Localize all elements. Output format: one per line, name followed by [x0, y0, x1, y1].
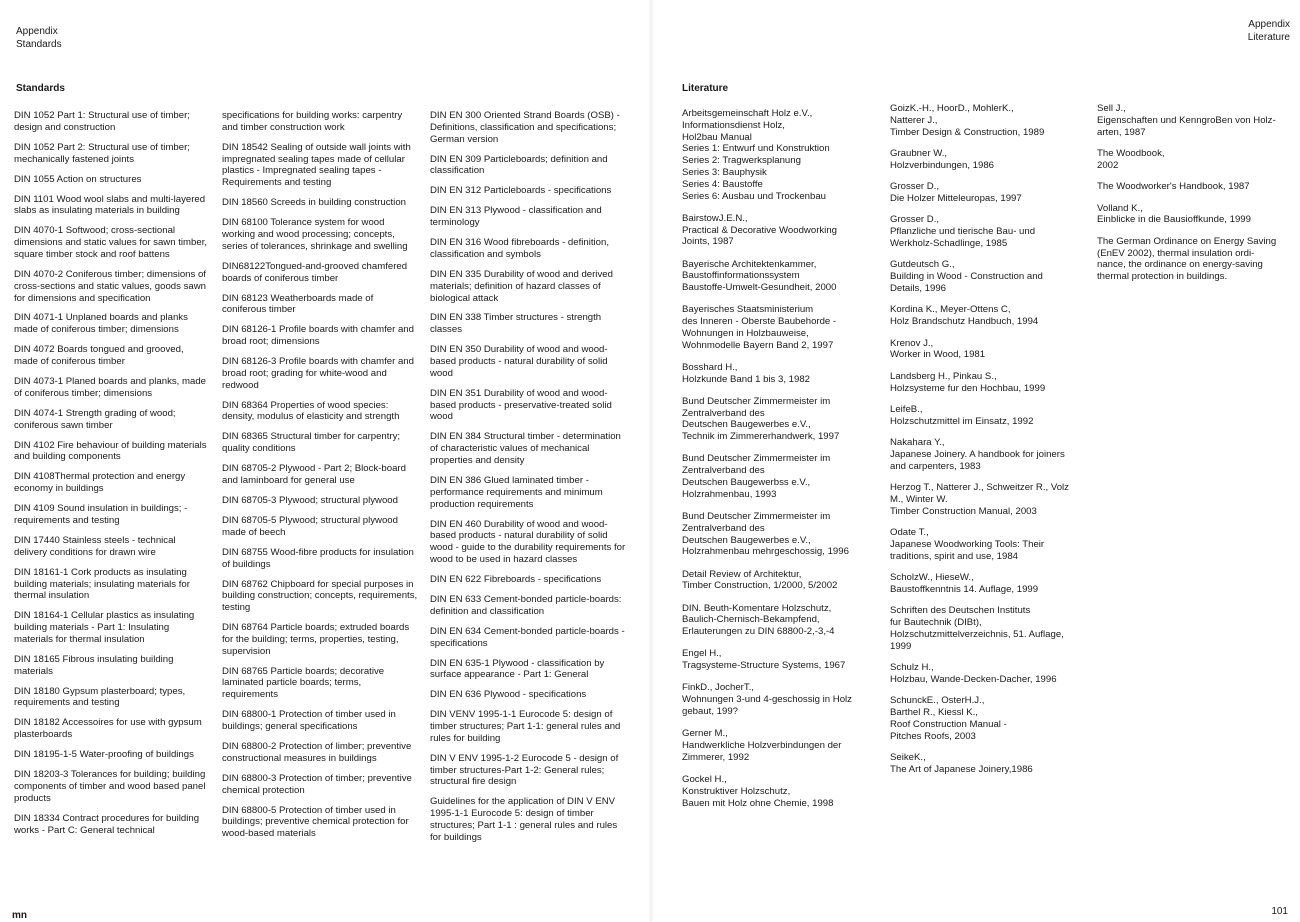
literature-entry: Bayerisches Staatsministerium des Inneren - Oberste Baubehorde - Wohnungen in Holzbauweise, Wohnmodelle Bayern Band 2, 1997 [682, 304, 837, 351]
standard-entry: DIN 4070-2 Coniferous timber; dimensions of cross-sections and static values, goods sawn for dimensions and specification [14, 268, 206, 304]
standard-entry: DIN 18182 Accessoires for use with gypsum plasterboards [14, 717, 202, 741]
literature-entry: Bayerische Architektenkammer, Baustoffinformationssystem Baustoffe-Umwelt-Gesundheit, 2000 [682, 258, 837, 294]
standard-entry: DIN 68126-3 Profile boards with chamfer and broad root; grading for white-wood and redwood [222, 356, 414, 391]
literature-column-2 [890, 103, 1086, 785]
standard-entry: DIN EN 622 Fibreboards - specifications [430, 573, 602, 585]
standard-entry: DIN EN 351 Durability of wood and wood-based products - preservative-treated solid wood [430, 387, 612, 423]
literature-entry: Bosshard H., Holzkunde Band 1 bis 3, 1982 [682, 361, 811, 385]
standard-entry: DIN 18560 Screeds in building construction [222, 197, 406, 209]
standard-entry: DIN 18180 Gypsum plasterboard; types, requirements and testing [14, 685, 186, 709]
standard-entry: DIN 1101 Wood wool slabs and multi-layered slabs as insulating materials in building [14, 193, 206, 217]
standard-entry: DIN 4073-1 Planed boards and planks, made of coniferous timber; dimensions [14, 376, 206, 399]
standard-entry: DIN 68800-5 Protection of timber used in buildings; preventive chemical protection for wood-based materials [222, 804, 409, 840]
standard-entry: DIN 18203-3 Tolerances for building; building components of timber and wood based panel products [14, 769, 206, 804]
standard-entry: DIN 18334 Contract procedures for building works - Part C: General technical [14, 812, 200, 836]
literature-entry: Engel H., Tragsysteme-Structure Systems, 1967 [682, 648, 846, 672]
literature-entry: LeifeB., Holzschutzmittel im Einsatz, 1992 [890, 403, 1034, 427]
standard-entry: DIN 68800-3 Protection of timber; preventive chemical protection [222, 772, 412, 796]
standard-entry: DIN 18195-1-5 Water-proofing of buildings [14, 749, 194, 761]
literature-entry: Odate T., Japanese Woodworking Tools: Their traditions, spirit and use, 1984 [890, 527, 1045, 562]
standard-entry: DIN EN 636 Plywood - specifications [430, 689, 587, 701]
standard-entry: DIN 68365 Structural timber for carpentry; quality conditions [222, 431, 401, 455]
left-header-line1: Appendix [16, 26, 58, 37]
right-running-header [1248, 18, 1290, 44]
literature-entry: The Woodworker's Handbook, 1987 [1097, 181, 1250, 193]
literature-entry: Grosser D., Die Holzer Mitteleuropas, 1997 [890, 181, 1022, 204]
literature-entry: Detail Review of Architektur, Timber Construction, 1/2000, 5/2002 [682, 568, 838, 592]
standard-entry: DIN 4071-1 Unplaned boards and planks made of coniferous timber; dimensions [14, 312, 188, 336]
literature-entry: Nakahara Y., Japanese Joinery. A handbook for joiners and carpenters, 1983 [890, 437, 1065, 472]
standard-entry: Guidelines for the application of DIN V ENV 1995-1-1 Eurocode 5: design of timber structures; Part 1-1 : general rules and rules for buildings [430, 796, 618, 843]
literature-entry: SchunckE., OsterH.J., Barthel R., Kiessl K., Roof Construction Manual - Pitches Roofs, 2003 [890, 695, 1007, 742]
left-page-number: mn [12, 910, 27, 921]
literature-entry: The German Ordinance on Energy Saving (EnEV 2002), thermal insulation ordi- nance, the ordinance on energy-saving thermal protection in buildings. [1097, 235, 1277, 283]
standard-entry: DIN EN 300 Oriented Strand Boards (OSB) - Definitions, classification and specifications; German version [430, 110, 620, 145]
page-gutter [648, 0, 654, 922]
literature-entry: Gutdeutsch G., Building in Wood - Construction and Details, 1996 [890, 259, 1043, 294]
literature-entry: Kordina K., Meyer-Ottens C, Holz Brandschutz Handbuch, 1994 [890, 304, 1039, 328]
standard-entry: DIN EN 335 Durability of wood and derived materials; definition of hazard classes of biological attack [430, 268, 613, 304]
literature-entry: BairstowJ.E.N., Practical & Decorative Woodworking Joints, 1987 [682, 212, 837, 248]
standard-entry: DIN 68705-2 Plywood - Part 2; Block-board and laminboard for general use [222, 463, 406, 486]
standard-entry: DIN 68705-5 Plywood; structural plywood made of beech [222, 514, 398, 538]
standard-entry: DIN V ENV 1995-1-2 Eurocode 5 - design of timber structures-Part 1-2: General rules; structural fire design [430, 752, 619, 788]
standard-entry: DIN 18165 Fibrous insulating building materials [14, 653, 174, 677]
standard-entry: DIN 68764 Particle boards; extruded boards for the building; terms, properties, testing, supervision [222, 622, 410, 657]
standard-entry: DIN EN 309 Particleboards; definition and classification [430, 153, 608, 177]
standard-entry: DIN 68364 Properties of wood species: density, modulus of elasticity and strength [222, 399, 400, 423]
standard-entry: DIN EN 634 Cement-bonded particle-boards - specifications [430, 625, 625, 649]
standard-entry: DIN EN 386 Glued laminated timber - performance requirements and minimum production requirements [430, 475, 603, 510]
standard-entry: DIN68122Tongued-and-grooved chamfered boards of coniferous timber [222, 260, 408, 284]
literature-entry: Sell J., Eigenschaften und KenngroBen von Holz- arten, 1987 [1097, 103, 1276, 138]
standard-entry: DIN 68765 Particle boards; decorative laminated particle boards; terms, requirements [222, 665, 385, 701]
standard-entry: DIN 4102 Fire behaviour of building materials and building components [14, 439, 207, 463]
standard-entry: DIN 68800-1 Protection of timber used in buildings; general specifications [222, 709, 396, 733]
standard-entry: DIN 68705-3 Plywood; structural plywood [222, 494, 398, 506]
standard-entry: DIN EN 635-1 Plywood - classification by surface appearance - Part 1: General [430, 657, 605, 681]
standard-entry: DIN 1052 Part 2: Structural use of timber; mechanically fastened joints [14, 141, 190, 165]
literature-entry: Graubner W., Holzverbindungen, 1986 [890, 147, 995, 171]
right-header-line1: Appendix [1248, 19, 1290, 30]
standards-column-3 [430, 110, 626, 852]
standard-entry: DIN 4074-1 Strength grading of wood; coniferous sawn timber [14, 407, 176, 431]
standard-entry: DIN 1052 Part 1: Structural use of timber; design and construction [14, 110, 190, 133]
literature-entry: Bund Deutscher Zimmermeister im Zentralverband des Deutschen Baugewerbes e.V., Technik im Zimmererhandwerk, 1997 [682, 395, 840, 443]
standard-entry: DIN 4072 Boards tongued and grooved, made of coniferous timber [14, 344, 184, 368]
standard-entry: DIN 68755 Wood-fibre products for insulation of buildings [222, 546, 414, 570]
standard-entry: DIN EN 312 Particleboards - specifications [430, 185, 612, 197]
standard-entry: DIN 4070-1 Softwood; cross-sectional dimensions and static values for sawn timber, square timber stock and roof battens [14, 225, 208, 260]
literature-section-title: Literature [682, 83, 729, 94]
literature-entry: Krenov J., Worker in Wood, 1981 [890, 337, 986, 361]
literature-entry: Schulz H., Holzbau, Wande-Decken-Dacher, 1996 [890, 662, 1057, 685]
standard-entry: DIN 68800-2 Protection of limber; preventive constructional measures in buildings [222, 741, 412, 764]
standard-entry: DIN EN 350 Durability of wood and wood-based products - natural durability of solid wood [430, 344, 608, 379]
standard-entry: DIN 18164-1 Cellular plastics as insulating building materials - Part 1: Insulating materials for thermal insulation [14, 610, 195, 645]
literature-entry: Bund Deutscher Zimmermeister im Zentralverband des Deutschen Baugewerbes e.V., Holzrahmenbau mehrgeschossig, 1996 [682, 511, 849, 558]
standards-column-2 [222, 110, 418, 848]
literature-entry: Gockel H., Konstruktiver Holzschutz, Bauen mit Holz ohne Chemie, 1998 [682, 773, 834, 809]
literature-entry: Herzog T., Natterer J., Schweitzer R., Volz M., Winter W. Timber Construction Manual, 2003 [890, 482, 1069, 517]
standard-entry: DIN 1055 Action on structures [14, 173, 142, 185]
standard-entry: DIN 68762 Chipboard for special purposes in building construction; concepts, requirements, testing [222, 578, 418, 614]
literature-entry: FinkD., JocherT., Wohnungen 3-und 4-geschossig in Holz gebaut, 199? [682, 682, 852, 717]
standard-entry: DIN EN 384 Structural timber - determination of characteristic values of mechanical properties and density [430, 431, 621, 467]
literature-entry: ScholzW., HieseW., Baustoffkenntnis 14. Auflage, 1999 [890, 572, 1039, 595]
literature-column-3 [1097, 103, 1295, 293]
standard-entry: DIN EN 460 Durability of wood and wood-based products - natural durability of solid wood - guide to the durability requirements for wood to be used in hazard classes [430, 518, 626, 565]
standards-column-1 [14, 110, 210, 845]
literature-entry: GoizK.-H., HoorD., MohlerK., Natterer J., Timber Design & Construction, 1989 [890, 103, 1045, 138]
standard-entry: DIN 18542 Sealing of outside wall joints with impregnated sealing tapes made of cellular plastics - Impregnated sealing tapes - Requirements and testing [222, 141, 411, 189]
standard-entry: DIN EN 633 Cement-bonded particle-boards: definition and classification [430, 593, 622, 617]
standard-entry: DIN EN 316 Wood fibreboards - definition, classification and symbols [430, 237, 609, 260]
left-header-line2: Standards [16, 39, 62, 50]
literature-entry: The Woodbook, 2002 [1097, 147, 1165, 171]
standard-entry: DIN VENV 1995-1-1 Eurocode 5: design of timber structures; Part 1-1: general rules and rules for building [430, 709, 621, 744]
literature-column-1 [682, 108, 878, 820]
literature-entry: Landsberg H., Pinkau S., Holzsysteme fur den Hochbau, 1999 [890, 370, 1046, 394]
literature-entry: Gerner M., Handwerkliche Holzverbindungen der Zimmerer, 1992 [682, 728, 842, 763]
standards-section-title: Standards [16, 83, 65, 94]
standard-entry: DIN 17440 Stainless steels - technical delivery conditions for drawn wire [14, 534, 176, 558]
right-page-number: 101 [1271, 906, 1288, 917]
standard-entry: DIN EN 313 Plywood - classification and terminology [430, 205, 602, 229]
literature-entry: SeikeK., The Art of Japanese Joinery,1986 [890, 751, 1033, 775]
standard-entry: DIN 68100 Tolerance system for wood working and wood processing; concepts, series of tolerances, shrinkage and swelling [222, 217, 408, 252]
standard-entry: DIN 68123 Weatherboards made of coniferous timber [222, 292, 374, 316]
literature-entry: Arbeitsgemeinschaft Holz e.V., Informationsdienst Holz, Hol2bau Manual Series 1: Entwurf und Konstruktion Series 2: Tragwerksplanung Series 3: Bauphysik Series 4: Baustoffe Series 6: Ausbau und Trockenbau [682, 108, 830, 202]
literature-entry: Grosser D., Pflanzliche und tierische Bau- und Werkholz-Schadlinge, 1985 [890, 214, 1036, 249]
left-running-header [16, 25, 62, 51]
standard-entry: DIN 68126-1 Profile boards with chamfer and broad root; dimensions [222, 324, 414, 348]
literature-entry: Volland K., Einblicke in die Bausioffkunde, 1999 [1097, 202, 1251, 226]
literature-entry: DIN. Beuth-Komentare Holzschutz, Baulich-Chernisch-Bekampfend, Erlauterungen zu DIN 68800-2,-3,-4 [682, 602, 835, 638]
standard-entry: specifications for building works: carpentry and timber construction work [222, 110, 403, 133]
standard-entry: DIN 4108Thermal protection and energy economy in buildings [14, 471, 186, 495]
standard-entry: DIN EN 338 Timber structures - strength classes [430, 312, 602, 336]
right-header-line2: Literature [1247, 32, 1290, 43]
literature-entry: Bund Deutscher Zimmermeister im Zentralverband des Deutschen Baugewerbss e.V., Holzrahmenbau, 1993 [682, 453, 831, 500]
standard-entry: DIN 4109 Sound insulation in buildings; - requirements and testing [14, 503, 188, 526]
standard-entry: DIN 18161-1 Cork products as insulating building materials; insulating materials for thermal insulation [14, 566, 190, 602]
literature-entry: Schriften des Deutschen Instituts fur Bautechnik (DIBt), Holzschutzmittelverzeichnis, 51. Auflage, 1999 [890, 605, 1064, 652]
